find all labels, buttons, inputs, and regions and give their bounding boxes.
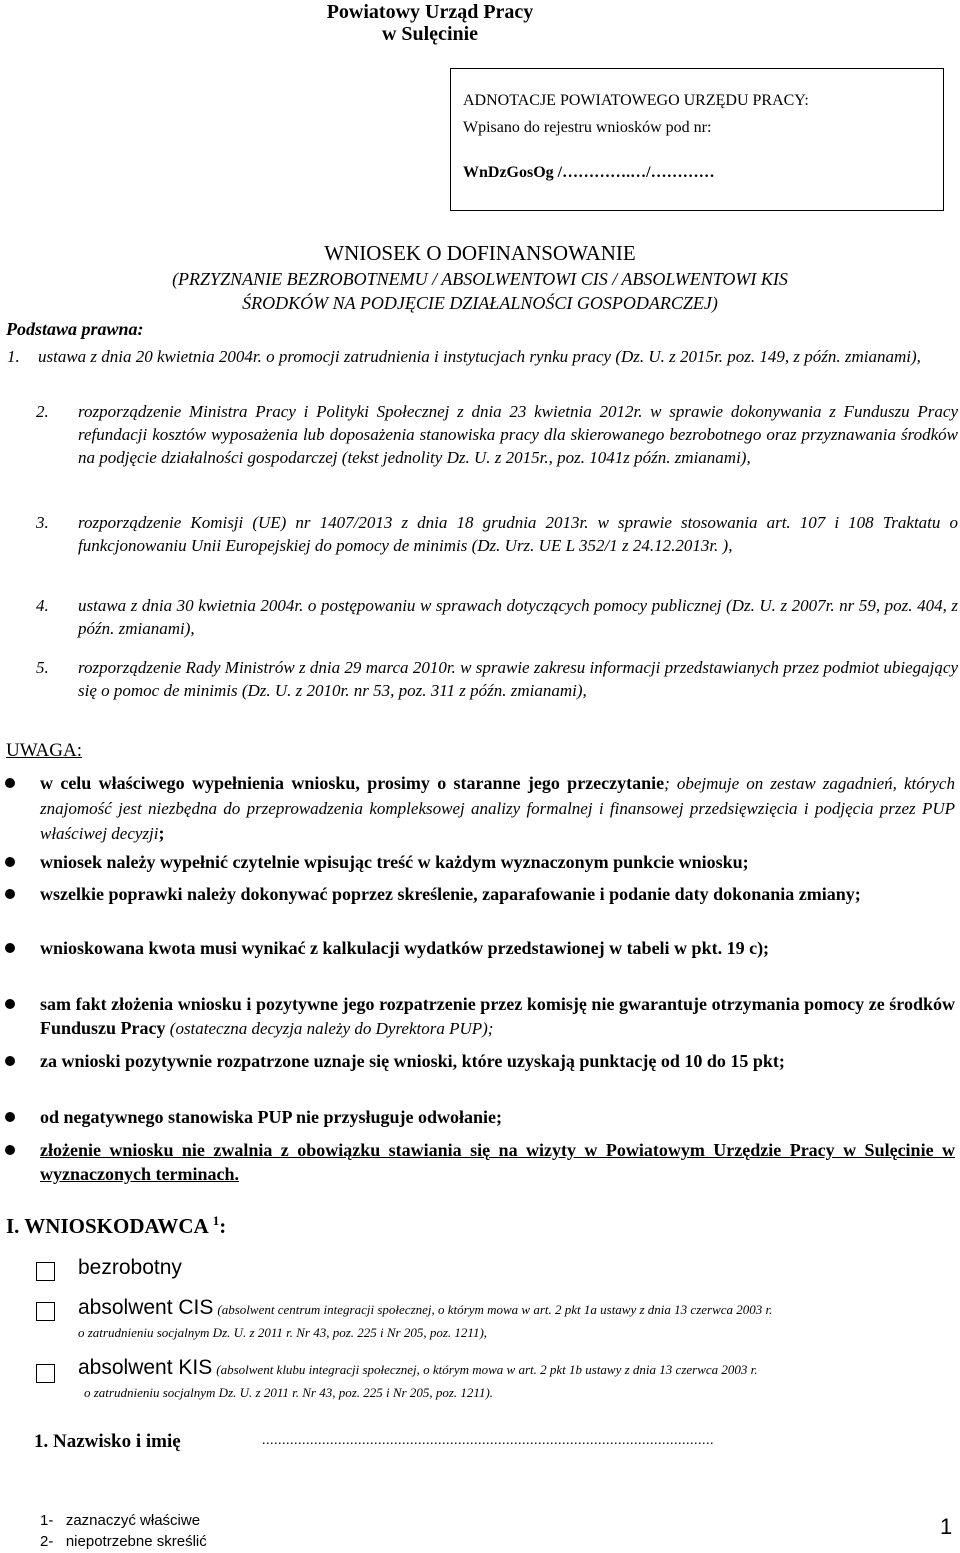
legal-basis-heading: Podstawa prawna:: [6, 319, 144, 339]
field-full-name-label: 1. Nazwisko i imię: [34, 1431, 181, 1452]
office-name-line1: Powiatowy Urząd Pracy: [326, 1, 534, 23]
legal-basis-num: 5.: [36, 658, 49, 677]
warning-heading: UWAGA:: [6, 740, 82, 761]
option-note-cis-1: (absolwent centrum integracji społecznej, o którym mowa w art. 2 pkt 1a ustawy z dnia 13 czerwca 2003 r.: [217, 1302, 773, 1317]
warning-bullet-text: wniosek należy wypełnić czytelnie wpisując treść w każdym wyznaczonym punkcie wniosku;: [40, 852, 749, 872]
annotation-box: [450, 68, 944, 211]
bullet-icon: [5, 1145, 15, 1155]
section-heading-text: I. WNIOSKODAWCA: [6, 1214, 208, 1238]
warning-bullet: [40, 850, 955, 874]
warning-bullet: [40, 1105, 955, 1129]
checkbox-absolwent-cis[interactable]: [36, 1302, 55, 1321]
legal-basis-item: [36, 511, 958, 557]
warning-bullet-text: od negatywnego stanowiska PUP nie przysługuje odwołanie;: [40, 1107, 503, 1127]
office-name-line2: w Sulęcinie: [381, 23, 479, 45]
option-note-kis-1: (absolwent klubu integracji społecznej, o którym mowa w art. 2 pkt 1b ustawy z dnia 13 czerwca 2003 r.: [216, 1362, 758, 1377]
page-number: 1: [940, 1514, 953, 1539]
document-title: WNIOSEK O DOFINANSOWANIE: [324, 241, 636, 265]
legal-basis-num: 4.: [36, 596, 49, 615]
legal-basis-text: rozporządzenie Komisji (UE) nr 1407/2013 z dnia 18 grudnia 2013r. w sprawie stosowania art. 107 i 108 Traktatu o funkcjonowaniu Unii Europejskiej do pomocy de minimis (Dz. Urz. UE L 352/1 z 24.12.2013r. ),: [78, 513, 958, 555]
option-absolwent-cis: [78, 1296, 958, 1320]
warning-bullet: [40, 992, 955, 1041]
warning-bullet: [40, 771, 955, 846]
section-heading-colon: :: [219, 1214, 227, 1238]
legal-basis-item: [36, 656, 958, 702]
legal-basis-num: 3.: [36, 513, 49, 532]
warning-bullet: [40, 936, 955, 960]
legal-basis-text: ustawa z dnia 20 kwietnia 2004r. o promocji zatrudnienia i instytucjach rynku pracy (Dz. U. z 2015r. poz. 149, z późn. zmianami),: [38, 347, 921, 366]
annotation-register-label: Wpisano do rejestru wniosków pod nr:: [463, 119, 712, 136]
legal-basis-item: [36, 594, 958, 640]
bullet-icon: [5, 857, 15, 867]
warning-bullet: [40, 1138, 955, 1186]
bullet-icon: [5, 889, 15, 899]
warning-bullet-end: ;: [158, 823, 165, 843]
legal-basis-num: 2.: [36, 402, 49, 421]
legal-basis-text: rozporządzenie Rady Ministrów z dnia 29 marca 2010r. w sprawie zakresu informacji przedstawianych przez podmiot ubiegający się o pomoc de minimis (Dz. U. z 2010r. nr 53, poz. 311 z późn. zmianami),: [78, 658, 958, 700]
option-note-kis-2: o zatrudnieniu socjalnym Dz. U. z 2011 r. Nr 43, poz. 225 i Nr 205, poz. 1211).: [84, 1385, 494, 1400]
bullet-icon: [5, 943, 15, 953]
warning-bullet-italic: (ostateczna decyzja należy do Dyrektora PUP);: [165, 1019, 494, 1038]
warning-bullet-text: złożenie wniosku nie zwalnia z obowiązku stawiania się na wizyty w Powiatowym Urzędzie Pracy w Sulęcinie w wyznaczonych terminach.: [40, 1140, 955, 1184]
legal-basis-item: [7, 345, 958, 368]
warning-bullet-italic: ; obejmuje on zestaw zagadnień, których znajomość jest niezbędna do przeprowadzenia kompleksowej analizy formalnej i finansowej przedsięwzięcia i podjęcia przez PUP właściwej decyzji: [40, 774, 955, 843]
option-note-cis-2: o zatrudnieniu socjalnym Dz. U. z 2011 r. Nr 43, poz. 225 i Nr 205, poz. 1211),: [78, 1325, 488, 1340]
bullet-icon: [5, 778, 15, 788]
footnote-1: 1- zaznaczyć właściwe: [40, 1512, 201, 1529]
footnote-ref: 1: [212, 1213, 220, 1228]
annotation-heading: ADNOTACJE POWIATOWEGO URZĘDU PRACY:: [463, 92, 809, 109]
warning-bullet: [40, 882, 955, 906]
warning-bullet-bold: w celu właściwego wypełnienia wniosku, prosimy o staranne jego przeczytanie: [40, 773, 665, 793]
warning-bullet-text: za wnioski pozytywnie rozpatrzone uznaje się wnioski, które uzyskają punktację od 10 do 15 pkt;: [40, 1051, 785, 1071]
annotation-register-number[interactable]: WnDzGosOg /………….…/…………: [463, 164, 715, 181]
bullet-icon: [5, 1112, 15, 1122]
warning-bullet: [40, 1049, 955, 1073]
field-full-name-input[interactable]: .................................................................................................................: [262, 1433, 714, 1448]
legal-basis-text: ustawa z dnia 30 kwietnia 2004r. o postępowaniu w sprawach dotyczących pomocy publicznej (Dz. U. z 2007r. nr 59, poz. 404, z późn. zmianami),: [78, 596, 958, 638]
bullet-icon: [5, 1056, 15, 1066]
option-absolwent-kis: [78, 1356, 958, 1380]
checkbox-absolwent-kis[interactable]: [36, 1364, 55, 1383]
warning-bullet-text: wnioskowana kwota musi wynikać z kalkulacji wydatków przedstawionej w tabeli w pkt. 19 c);: [40, 938, 770, 958]
warning-bullet-bold: sam fakt złożenia wniosku i pozytywne jego rozpatrzenie przez komisję nie gwarantuje otrzymania pomocy ze środków Funduszu Pracy: [40, 994, 955, 1038]
option-label-absolwent-kis: absolwent KIS: [78, 1356, 213, 1379]
option-label-absolwent-cis: absolwent CIS: [78, 1296, 214, 1319]
checkbox-bezrobotny[interactable]: [36, 1262, 55, 1281]
document-subtitle-2: ŚRODKÓW NA PODJĘCIE DZIAŁALNOŚCI GOSPODARCZEJ): [242, 293, 718, 313]
warning-bullet-text: wszelkie poprawki należy dokonywać poprzez skreślenie, zaparafowanie i podanie daty dokonania zmiany;: [40, 884, 861, 904]
legal-basis-num: 1.: [7, 347, 20, 366]
legal-basis-item: [36, 400, 958, 469]
document-subtitle-1: (PRZYZNANIE BEZROBOTNEMU / ABSOLWENTOWI CIS / ABSOLWENTOWI KIS: [172, 269, 788, 289]
legal-basis-text: rozporządzenie Ministra Pracy i Polityki Społecznej z dnia 23 kwietnia 2012r. w sprawie dokonywania z Funduszu Pracy refundacji kosztów wyposażenia lub doposażenia stanowiska pracy dla skierowanego bezrobotnego oraz przyznawania środków na podjęcie działalności gospodarczej (tekst jednolity Dz. U. z 2015r., poz. 1041z późn. zmianami),: [78, 402, 958, 467]
footnote-2: 2- niepotrzebne skreślić: [40, 1533, 207, 1550]
section-heading: [6, 1213, 226, 1239]
bullet-icon: [5, 999, 15, 1009]
option-label-bezrobotny: bezrobotny: [78, 1256, 182, 1279]
